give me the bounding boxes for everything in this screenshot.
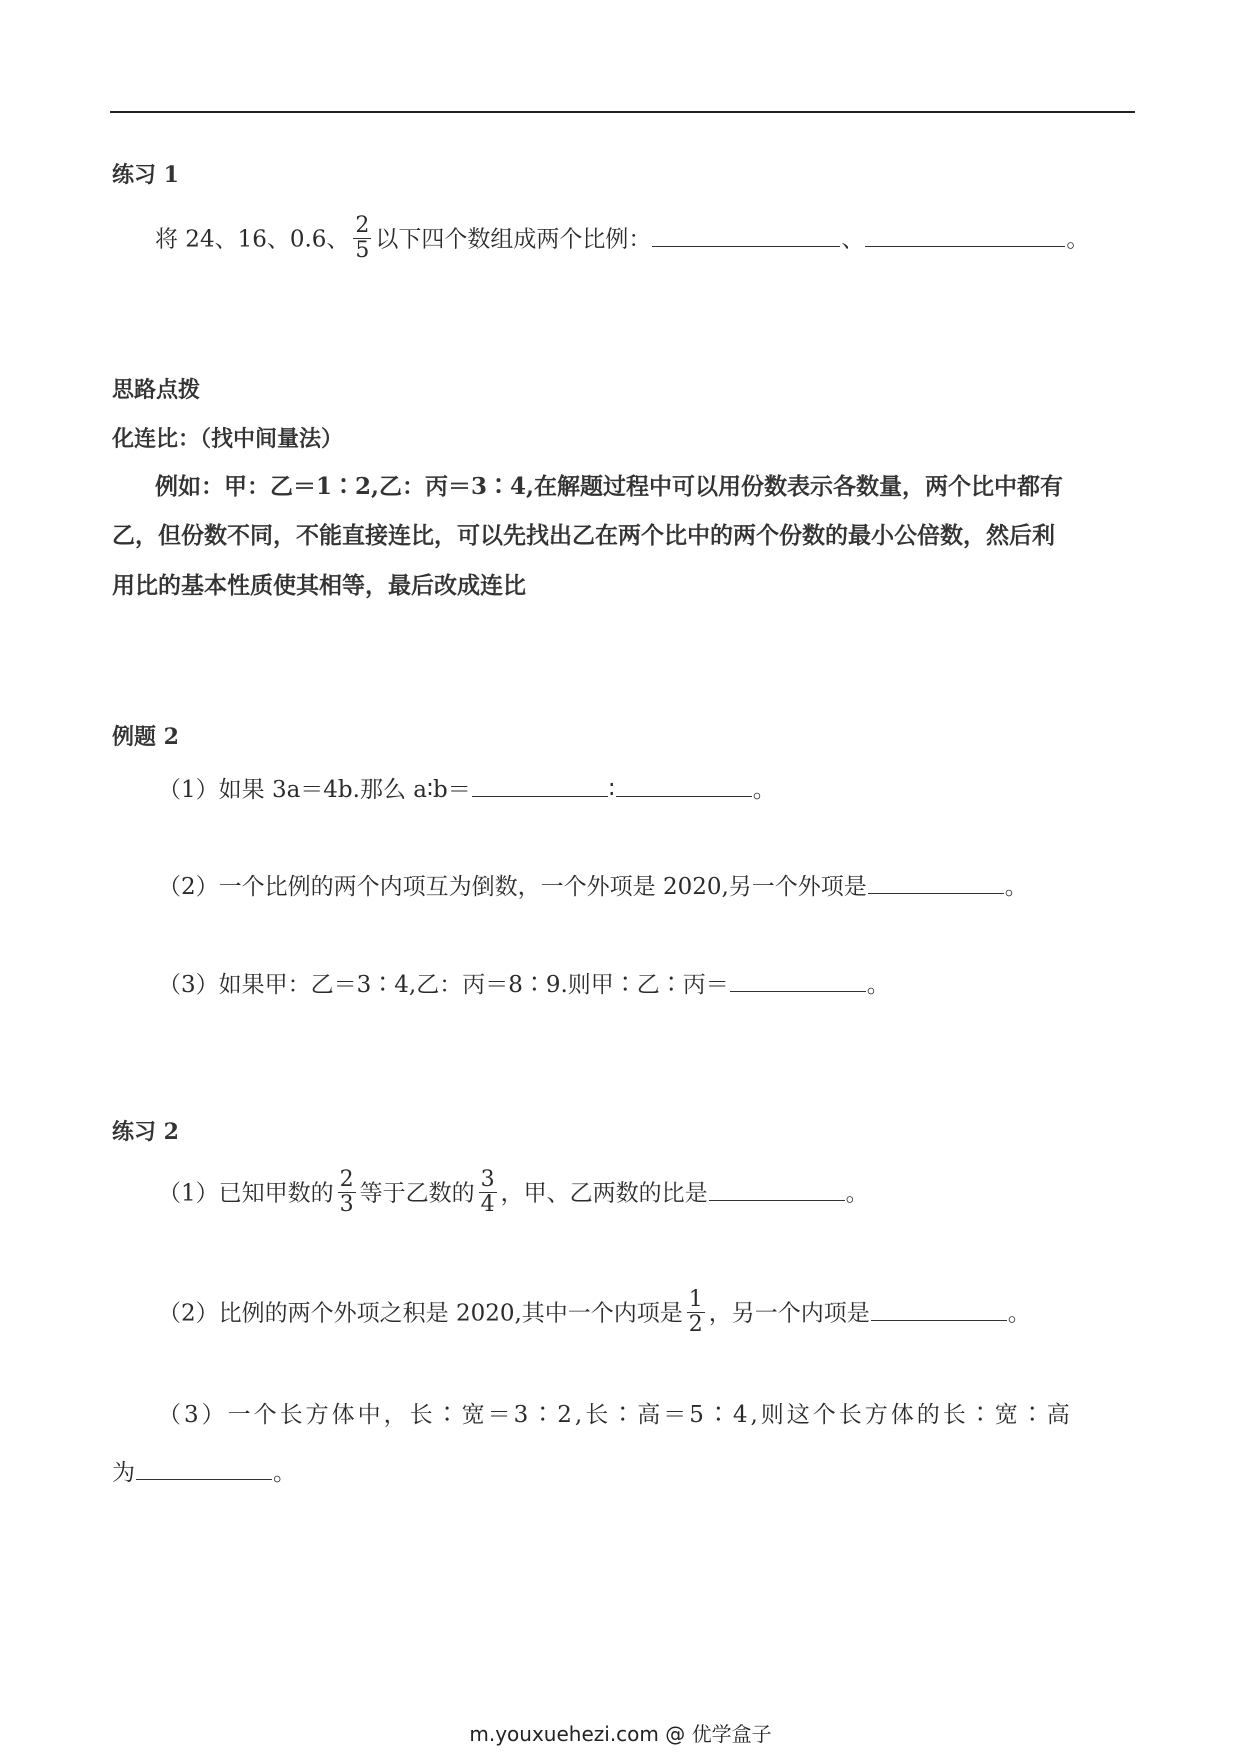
fraction-numerator: 2 bbox=[339, 1167, 354, 1192]
period: 。 bbox=[866, 972, 890, 998]
separator: 、 bbox=[841, 226, 865, 253]
period: 。 bbox=[273, 1460, 296, 1486]
colon: ∶ bbox=[608, 777, 615, 803]
fraction-2-5 bbox=[353, 214, 371, 263]
answer-blank[interactable] bbox=[616, 772, 752, 797]
practice1-heading: 练习 1 bbox=[112, 162, 179, 188]
answer-blank[interactable] bbox=[865, 222, 1065, 247]
practice2-q1 bbox=[158, 1167, 869, 1219]
fraction-numerator: 2 bbox=[355, 213, 370, 238]
period: 。 bbox=[1066, 226, 1090, 253]
hint-heading: 思路点拨 bbox=[112, 377, 201, 403]
period: 。 bbox=[752, 777, 776, 803]
period: 。 bbox=[1004, 874, 1028, 900]
fraction-3-4 bbox=[479, 1168, 497, 1217]
hint-method: 化连比：（找中间量法） bbox=[112, 426, 344, 452]
example2-q2 bbox=[158, 869, 1028, 902]
practice1-suffix: 以下四个数组成两个比例： bbox=[375, 226, 652, 253]
header-rule bbox=[110, 111, 1135, 113]
question-text: （2）一个比例的两个内项互为倒数，一个外项是 2020,另一个外项是 bbox=[158, 874, 867, 900]
period: 。 bbox=[1007, 1300, 1031, 1327]
fraction-2-3 bbox=[338, 1168, 356, 1217]
fraction-denominator: 5 bbox=[355, 238, 370, 263]
question-text: （1）已知甲数的 bbox=[158, 1180, 334, 1207]
answer-blank[interactable] bbox=[871, 1296, 1007, 1321]
hint-line-2: 乙，但份数不同，不能直接连比，可以先找出乙在两个比中的两个份数的最小公倍数，然后利 bbox=[112, 522, 1055, 549]
question-text: 等于乙数的 bbox=[359, 1180, 475, 1207]
practice2-q2 bbox=[158, 1287, 1031, 1339]
example2-heading: 例题 2 bbox=[112, 724, 179, 750]
question-text: 为 bbox=[112, 1460, 135, 1486]
fraction-numerator: 1 bbox=[688, 1287, 703, 1312]
question-text: ，另一个内项是 bbox=[708, 1300, 870, 1327]
question-text: （1）如果 3a＝4b.那么 a∶b＝ bbox=[158, 777, 471, 803]
example2-q1 bbox=[158, 772, 776, 805]
practice1-prefix: 将 24、16、0.6、 bbox=[155, 226, 350, 253]
answer-blank[interactable] bbox=[868, 869, 1004, 894]
answer-blank[interactable] bbox=[136, 1455, 272, 1480]
question-text: （3）如果甲：乙＝3∶4,乙：丙＝8∶9.则甲∶乙∶丙＝ bbox=[158, 972, 729, 998]
hint-line-1: 例如：甲：乙＝1∶2,乙：丙＝3∶4,在解题过程中可以用份数表示各数量，两个比中都有 bbox=[155, 473, 1064, 500]
fraction-denominator: 4 bbox=[480, 1192, 495, 1217]
answer-blank[interactable] bbox=[652, 222, 840, 247]
question-text: ，甲、乙两数的比是 bbox=[500, 1180, 708, 1207]
practice2-q3-line2 bbox=[112, 1455, 296, 1488]
answer-blank[interactable] bbox=[472, 772, 608, 797]
practice2-heading: 练习 2 bbox=[112, 1119, 179, 1145]
practice2-q3-line1: （3）一个长方体中，长∶宽＝3∶2,长∶高＝5∶4,则这个长方体的长∶宽∶高 bbox=[158, 1402, 1073, 1428]
answer-blank[interactable] bbox=[730, 967, 866, 992]
example2-q3 bbox=[158, 967, 890, 1000]
period: 。 bbox=[845, 1180, 869, 1207]
hint-line-3: 用比的基本性质使其相等，最后改成连比 bbox=[112, 572, 526, 599]
question-text: （2）比例的两个外项之积是 2020,其中一个内项是 bbox=[158, 1300, 683, 1327]
footer-watermark: m.youxuehezi.com @ 优学盒子 bbox=[469, 1722, 772, 1746]
fraction-numerator: 3 bbox=[480, 1167, 495, 1192]
fraction-denominator: 2 bbox=[688, 1312, 703, 1337]
answer-blank[interactable] bbox=[709, 1176, 845, 1201]
practice1-question bbox=[155, 213, 1090, 265]
fraction-denominator: 3 bbox=[339, 1192, 354, 1217]
fraction-1-2 bbox=[687, 1288, 705, 1337]
